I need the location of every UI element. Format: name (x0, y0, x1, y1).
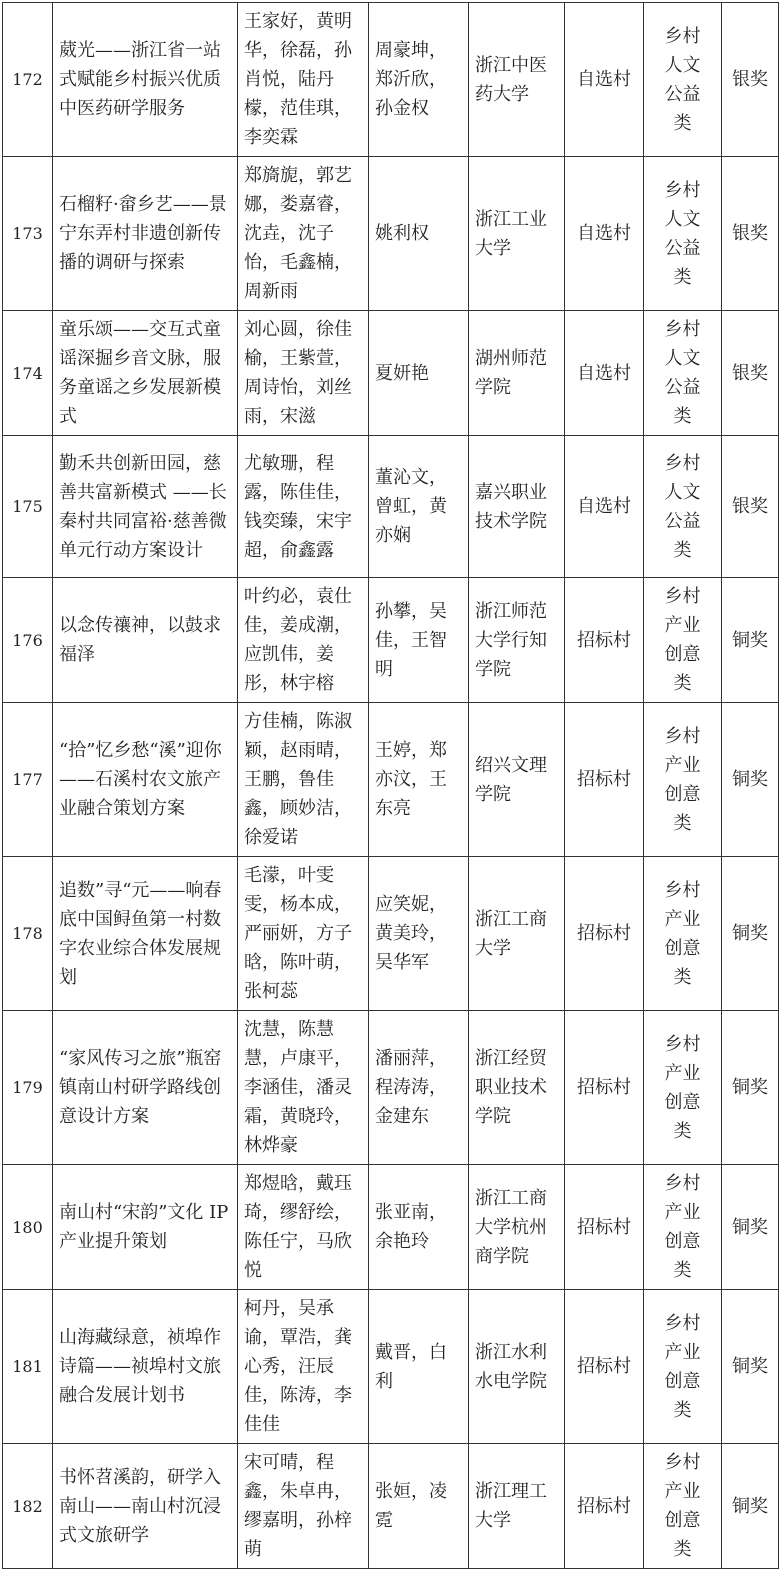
project-name: 南山村“宋韵”文化 IP 产业提升策划 (53, 1165, 238, 1290)
award-level: 铜奖 (722, 703, 779, 857)
table-row (3, 578, 779, 703)
advisors: 张亚南，余艳玲 (369, 1165, 469, 1290)
table-row (3, 3, 779, 157)
row-number: 181 (3, 1290, 53, 1444)
row-number: 175 (3, 436, 53, 578)
category: 乡村产业创意类 (644, 1165, 722, 1290)
award-level: 银奖 (722, 311, 779, 436)
team-members: 沈慧，陈慧慧，卢康平，李涵佳，潘灵霜，黄晓玲，林烨豪 (238, 1011, 369, 1165)
village-type: 招标村 (565, 1444, 644, 1569)
team-members: 郑煜晗，戴珏琦，缪舒绘，陈任宁，马欣悦 (238, 1165, 369, 1290)
village-type: 自选村 (565, 311, 644, 436)
award-level: 铜奖 (722, 1444, 779, 1569)
school-name: 绍兴文理学院 (469, 703, 565, 857)
project-name: 追数”寻“元——响春底中国鲟鱼第一村数字农业综合体发展规划 (53, 857, 238, 1011)
project-name: 山海藏绿意，祯埠作诗篇——祯埠村文旅融合发展计划书 (53, 1290, 238, 1444)
project-name: “家风传习之旅”瓶窑镇南山村研学路线创意设计方案 (53, 1011, 238, 1165)
award-level: 银奖 (722, 157, 779, 311)
school-name: 浙江师范大学行知学院 (469, 578, 565, 703)
team-members: 方佳楠，陈淑颖，赵雨晴，王鹏，鲁佳鑫，顾妙洁，徐爱诺 (238, 703, 369, 857)
table-row (3, 1165, 779, 1290)
table-row (3, 436, 779, 578)
category: 乡村人文公益类 (644, 3, 722, 157)
advisors: 董沁文，曾虹，黄亦娴 (369, 436, 469, 578)
row-number: 174 (3, 311, 53, 436)
advisors: 戴晋，白利 (369, 1290, 469, 1444)
award-table (2, 2, 779, 1569)
school-name: 浙江工商大学杭州商学院 (469, 1165, 565, 1290)
village-type: 招标村 (565, 703, 644, 857)
team-members: 王家好，黄明华，徐磊，孙肖悦，陆丹檬，范佳琪，李奕霖 (238, 3, 369, 157)
award-level: 铜奖 (722, 1011, 779, 1165)
table-row (3, 857, 779, 1011)
village-type: 自选村 (565, 436, 644, 578)
project-name: 葳光——浙江省一站式赋能乡村振兴优质中医药研学服务 (53, 3, 238, 157)
school-name: 浙江水利水电学院 (469, 1290, 565, 1444)
advisors: 应笑妮，黄美玲，吴华军 (369, 857, 469, 1011)
village-type: 招标村 (565, 857, 644, 1011)
school-name: 浙江工商大学 (469, 857, 565, 1011)
village-type: 招标村 (565, 578, 644, 703)
project-name: 石榴籽·畲乡艺——景宁东弄村非遗创新传播的调研与探索 (53, 157, 238, 311)
award-level: 铜奖 (722, 578, 779, 703)
advisors: 夏妍艳 (369, 311, 469, 436)
award-level: 铜奖 (722, 857, 779, 1011)
village-type: 招标村 (565, 1290, 644, 1444)
award-level: 银奖 (722, 436, 779, 578)
project-name: “拾”忆乡愁“溪”迎你——石溪村农文旅产业融合策划方案 (53, 703, 238, 857)
row-number: 173 (3, 157, 53, 311)
school-name: 浙江工业大学 (469, 157, 565, 311)
row-number: 179 (3, 1011, 53, 1165)
table-row (3, 157, 779, 311)
school-name: 嘉兴职业技术学院 (469, 436, 565, 578)
row-number: 177 (3, 703, 53, 857)
project-name: 勤禾共创新田园，慈善共富新模式 ——长秦村共同富裕·慈善微单元行动方案设计 (53, 436, 238, 578)
table-row (3, 1011, 779, 1165)
category: 乡村产业创意类 (644, 857, 722, 1011)
category: 乡村产业创意类 (644, 578, 722, 703)
table-row (3, 1444, 779, 1569)
row-number: 172 (3, 3, 53, 157)
category: 乡村产业创意类 (644, 1011, 722, 1165)
category: 乡村产业创意类 (644, 1290, 722, 1444)
advisors: 王婷，郑亦汶，王东亮 (369, 703, 469, 857)
award-level: 铜奖 (722, 1290, 779, 1444)
category: 乡村人文公益类 (644, 157, 722, 311)
team-members: 尤敏珊，程露，陈佳佳，钱奕臻，宋宇超，俞鑫露 (238, 436, 369, 578)
advisors: 姚利权 (369, 157, 469, 311)
project-name: 以念传禳神，以鼓求福泽 (53, 578, 238, 703)
team-members: 叶约必，袁仕佳，姜成潮，应凯伟，姜彤，林宇榕 (238, 578, 369, 703)
category: 乡村产业创意类 (644, 703, 722, 857)
team-members: 毛濛，叶雯雯，杨本成，严丽妍，方子晗，陈叶萌，张柯蕊 (238, 857, 369, 1011)
advisors: 周豪坤，郑沂欣，孙金权 (369, 3, 469, 157)
category: 乡村人文公益类 (644, 311, 722, 436)
advisors: 潘丽萍，程涛涛，金建东 (369, 1011, 469, 1165)
project-name: 童乐颂——交互式童谣深掘乡音文脉，服务童谣之乡发展新模式 (53, 311, 238, 436)
row-number: 182 (3, 1444, 53, 1569)
row-number: 176 (3, 578, 53, 703)
table-row (3, 1290, 779, 1444)
table-row (3, 703, 779, 857)
award-level: 铜奖 (722, 1165, 779, 1290)
school-name: 湖州师范学院 (469, 311, 565, 436)
school-name: 浙江理工大学 (469, 1444, 565, 1569)
category: 乡村人文公益类 (644, 436, 722, 578)
school-name: 浙江中医药大学 (469, 3, 565, 157)
team-members: 刘心圆，徐佳榆，王紫萱，周诗怡，刘丝雨，宋滋 (238, 311, 369, 436)
village-type: 招标村 (565, 1165, 644, 1290)
project-name: 书怀苕溪韵，研学入南山——南山村沉浸式文旅研学 (53, 1444, 238, 1569)
row-number: 180 (3, 1165, 53, 1290)
school-name: 浙江经贸职业技术学院 (469, 1011, 565, 1165)
category: 乡村产业创意类 (644, 1444, 722, 1569)
team-members: 柯丹，吴承谕，覃浩，龚心秀，汪辰佳，陈涛，李佳佳 (238, 1290, 369, 1444)
village-type: 自选村 (565, 3, 644, 157)
team-members: 郑旖旎，郭艺娜，娄嘉睿，沈垚，沈子怡，毛鑫楠，周新雨 (238, 157, 369, 311)
advisors: 孙攀，吴佳，王智明 (369, 578, 469, 703)
table-row (3, 311, 779, 436)
row-number: 178 (3, 857, 53, 1011)
village-type: 招标村 (565, 1011, 644, 1165)
team-members: 宋可晴，程鑫，朱卓冉，缪嘉明，孙梓萌 (238, 1444, 369, 1569)
village-type: 自选村 (565, 157, 644, 311)
advisors: 张姮，凌霓 (369, 1444, 469, 1569)
award-table-body (3, 3, 779, 1569)
award-level: 银奖 (722, 3, 779, 157)
